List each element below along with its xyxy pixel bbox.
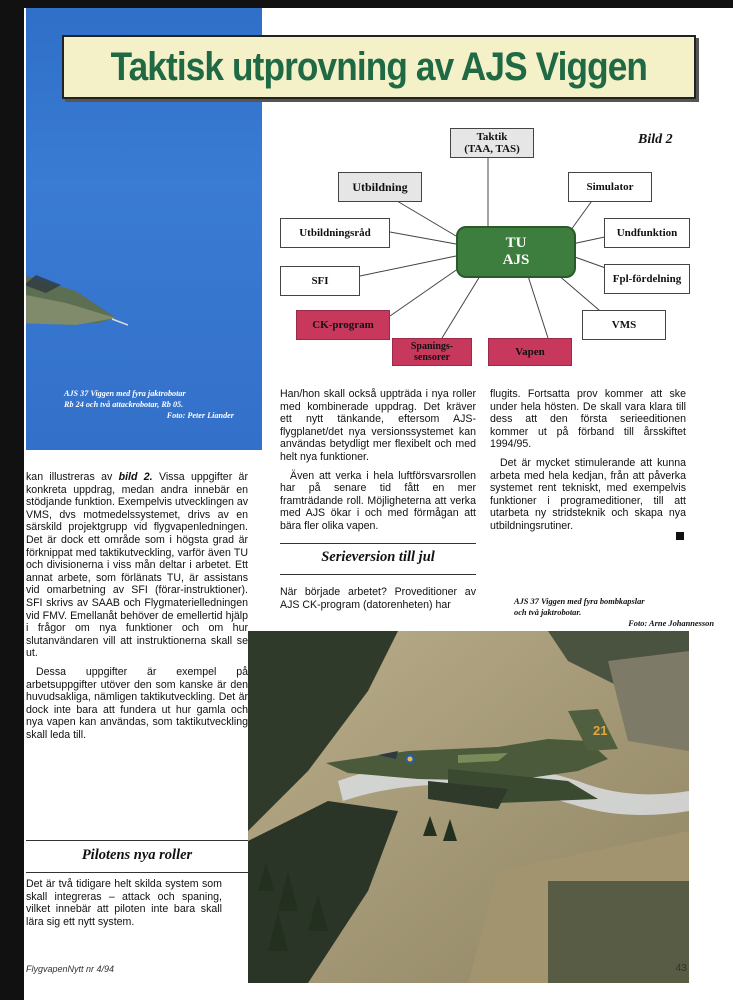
top-border	[0, 0, 733, 8]
col1-para3: Det är två tidigare helt skilda system som skall integreras – attack och spaning, vilket innebär att piloten inte bara skall lära sig ett nytt system.	[26, 878, 222, 928]
tail-number: 21	[593, 723, 608, 738]
col1-para1-start: kan illustreras av	[26, 471, 119, 483]
column-3	[490, 388, 686, 539]
node-simulator: Simulator	[568, 172, 652, 202]
node-spaningssensorer	[392, 338, 472, 366]
column-2-bottom	[280, 586, 476, 617]
col1-rule-top	[26, 840, 248, 841]
col1-para1-rest: Vissa uppgifter är konkreta uppdrag, medan andra innebär en stödjande funktion. Exempelvis utvecklingen av VMS, dvs motmedelssystemet, drivs av en särskild projektgrupp vid flygvapenledningen. Det är dock ett område som i högsta grad är förknippat med taktikutveckling, varför även TU och divisionerna i viss mån deltar i arbetet. Ett annat arbete, som förlänats TU, är assistans vid omarbetning av SFI (förar-instruktioner). SFI skrivs av SAAB och Flygmaterielledningen vid FMV. Emellanåt behöver de emellertid hjälp i frågor om nya funktioner och om hur slutanvändaren vill att instruktionerna skall se ut.	[26, 471, 249, 660]
col3-para1: flugits. Fortsatta prov kommer att ske under hela hösten. De skall vara klara till dess att den första serieeditionen kommer ut på förband till årsskiftet 1994/95.	[490, 388, 686, 451]
photo2-credit: Foto: Arne Johannesson	[628, 619, 714, 628]
landscape-image	[248, 631, 689, 983]
node-center-tu-ajs	[456, 226, 576, 278]
col2-para3: När började arbetet? Proveditioner av AJS CK-program (datorenheten) har	[280, 586, 476, 611]
node-ck-program: CK-program	[296, 310, 390, 340]
column-2	[280, 388, 476, 539]
center-line1: TU	[505, 235, 527, 251]
org-diagram	[272, 116, 712, 366]
photo1-credit: Foto: Peter Liander	[166, 411, 234, 420]
diagram-label: Bild 2	[638, 132, 673, 147]
article-title: Taktisk utprovning av AJS Viggen	[110, 44, 648, 89]
photo2-caption	[514, 596, 714, 629]
node-vapen: Vapen	[488, 338, 572, 366]
column-1-bottom	[26, 878, 222, 934]
photo2-caption-line2: och två jaktrobotar.	[514, 608, 582, 617]
col2-rule-top	[280, 543, 476, 544]
footer-publication: FlygvapenNytt nr 4/94	[26, 964, 115, 974]
col3-para2: Det är mycket stimulerande att kunna arbeta med hela kedjan, från att påverka systemet rent tekniskt, med exempelvis funktioner i programeditioner, till att utarbeta ny stridsteknik och skapa nya utbildningsrutiner.	[490, 456, 686, 532]
node-utbildning: Utbildning	[338, 172, 422, 202]
col1-figure-ref: bild 2.	[118, 471, 153, 483]
photo1-caption-line1: AJS 37 Viggen med fyra jaktrobotar	[64, 389, 186, 398]
col1-rule-bottom	[26, 872, 248, 873]
col2-para2: Även att verka i hela luftförsvarsrollen har på senare tid fått en mer framträdande roll. Möjligheterna att verka med AJS ökar i och med förmågan att bära fler olika vapen.	[280, 469, 476, 532]
end-of-article-mark	[676, 532, 684, 540]
node-spanings-line2: sensorer	[414, 352, 450, 363]
node-sfi: SFI	[280, 266, 360, 296]
col2-rule-bottom	[280, 574, 476, 575]
col1-para1	[26, 471, 248, 660]
node-spanings-line1: Spanings-	[410, 341, 454, 352]
jet-nose-image: 6	[26, 263, 136, 343]
node-taktik	[450, 128, 534, 158]
photo-viggen-over-landscape	[248, 631, 689, 983]
node-undfunktion: Undfunktion	[604, 218, 690, 248]
node-taktik-line1: Taktik	[476, 131, 508, 143]
col2-para1: Han/hon skall också uppträda i nya roller med kombinerade uppdrag. Det kräver ett nytt tänkande, eftersom AJS-flygplanet/det nya versionssystemet kan användas betydligt mer flexibelt och med helt nya funktioner.	[280, 388, 476, 463]
center-line2: AJS	[502, 252, 530, 268]
col1-subheading: Pilotens nya roller	[81, 847, 193, 863]
node-vms: VMS	[582, 310, 666, 340]
node-utbildningsrad: Utbildningsråd	[280, 218, 390, 248]
article-title-box	[62, 35, 696, 99]
col1-para2: Dessa uppgifter är exempel på arbetsuppgifter utöver den som kanske är den huvudsakliga, nämligen taktikutveckling. Det är dock inte bara att fundera ut hur gamla och nya vapen kan användas, som taktikutveckling skall leda till.	[26, 665, 248, 741]
column-1	[26, 471, 248, 747]
node-taktik-line2: (TAA, TAS)	[464, 143, 520, 155]
magazine-page	[18, 8, 733, 1000]
photo1-caption-line2: Rb 24 och två attackrobotar, Rb 05.	[64, 400, 184, 409]
page-number: 43	[675, 962, 687, 974]
photo1-caption	[64, 388, 234, 421]
node-fpl-fordelning: Fpl-fördelning	[604, 264, 690, 294]
col2-subheading: Serieversion till jul	[321, 549, 435, 565]
photo2-caption-line1: AJS 37 Viggen med fyra bombkapslar	[514, 597, 645, 606]
